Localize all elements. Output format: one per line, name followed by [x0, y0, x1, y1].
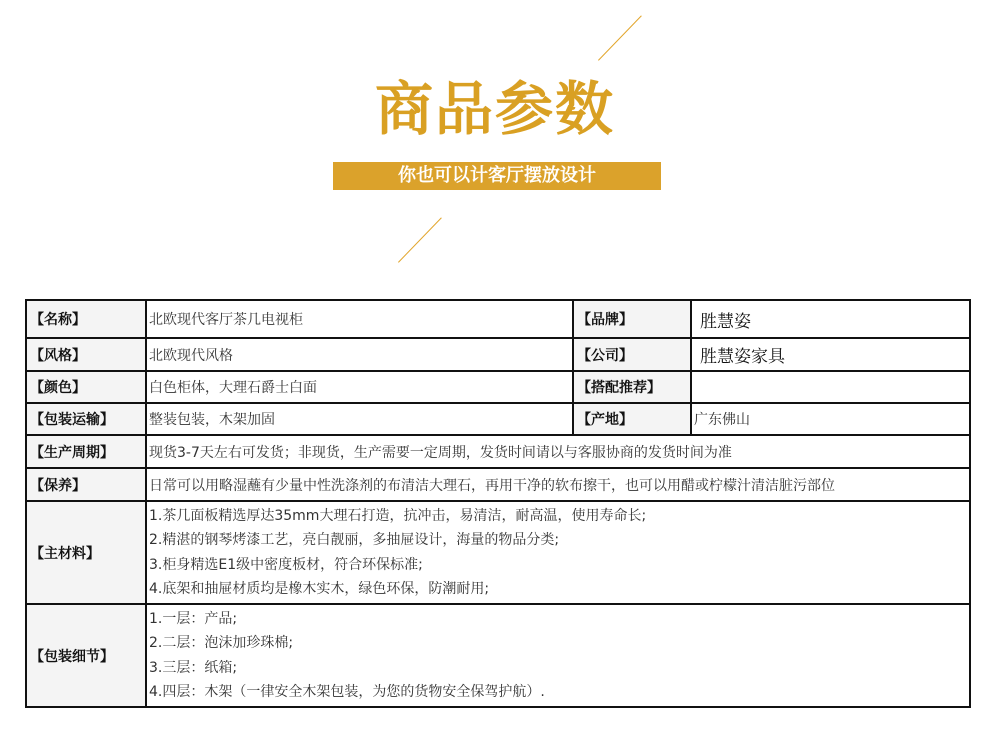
spec-row-care: [26, 468, 970, 501]
material-line: 3.柜身精选E1级中密度板材，符合环保标准;: [149, 556, 423, 573]
spec-row-style: [26, 338, 970, 371]
pack-detail-line: 1.一层：产品;: [149, 610, 238, 627]
cycle-value: 现货3-7天左右可发货；非现货，生产需要一定周期，发货时间请以与客服协商的发货时间为准: [146, 435, 970, 468]
material-line: 2.精湛的钢琴烤漆工艺，亮白靓丽，多抽屉设计，海量的物品分类;: [149, 532, 560, 548]
pack-detail-line: 3.三层：纸箱;: [149, 659, 238, 676]
page-title: 商品参数: [374, 75, 615, 143]
spec-row-pack-detail: [26, 604, 970, 707]
origin-value: 广东佛山: [691, 403, 970, 435]
color-value: 白色柜体，大理石爵士白面: [146, 371, 573, 403]
spec-table: [25, 299, 971, 708]
style-label: 【风格】: [26, 338, 146, 371]
company-label: 【公司】: [573, 338, 691, 371]
brand-label: 【品牌】: [573, 300, 691, 338]
brand-value: 胜慧姿: [691, 300, 970, 338]
style-value: 北欧现代风格: [146, 338, 573, 371]
material-value: [146, 501, 970, 604]
match-label: 【搭配推荐】: [573, 371, 691, 403]
spec-row-packing: [26, 403, 970, 435]
material-label: 【主材料】: [26, 501, 146, 604]
pack-detail-line: 2.二层：泡沫加珍珠棉;: [149, 635, 294, 651]
spec-row-color: [26, 371, 970, 403]
pack-detail-value: [146, 604, 970, 707]
name-label: 【名称】: [26, 300, 146, 338]
decorative-slash-bottom: [398, 217, 442, 262]
match-value: [691, 371, 970, 403]
name-value: 北欧现代客厅茶几电视柜: [146, 300, 573, 338]
origin-label: 【产地】: [573, 403, 691, 435]
spec-row-cycle: [26, 435, 970, 468]
material-line: 4.底架和抽屉材质均是橡木实木，绿色环保，防潮耐用;: [149, 581, 490, 597]
care-label: 【保养】: [26, 468, 146, 501]
packing-label: 【包装运输】: [26, 403, 146, 435]
color-label: 【颜色】: [26, 371, 146, 403]
spec-row-material: [26, 501, 970, 604]
care-value: 日常可以用略湿蘸有少量中性洗涤剂的布清洁大理石，再用干净的软布擦干，也可以用醋或柠檬汁清洁脏污部位: [146, 468, 970, 501]
company-value: 胜慧姿家具: [691, 338, 970, 371]
material-line: 1.茶几面板精选厚达35mm大理石打造，抗冲击，易清洁，耐高温，使用寿命长;: [149, 507, 647, 524]
spec-row-name: [26, 300, 970, 338]
subtitle-banner: 你也可以计客厅摆放设计: [333, 162, 661, 190]
decorative-slash-top: [598, 15, 642, 60]
pack-detail-label: 【包装细节】: [26, 604, 146, 707]
pack-detail-line: 4.四层：木架（一律安全木架包装，为您的货物安全保驾护航）.: [149, 684, 545, 700]
packing-value: 整装包装，木架加固: [146, 403, 573, 435]
cycle-label: 【生产周期】: [26, 435, 146, 468]
